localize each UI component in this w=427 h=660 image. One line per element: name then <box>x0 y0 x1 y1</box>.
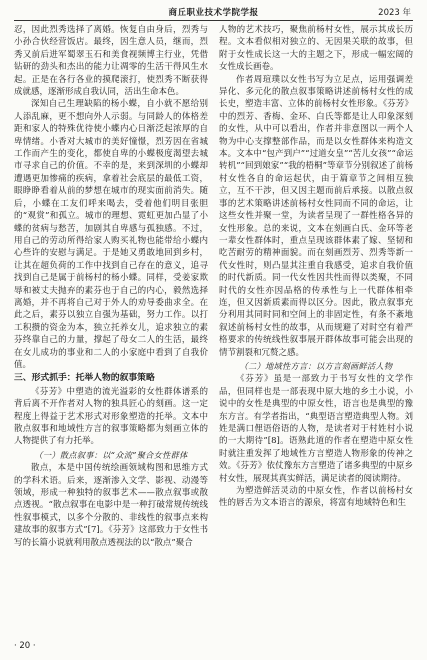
paragraph: 为塑造鲜活灵动的中原女性，作者以前杨村女性的唇舌为文本语言的源泉，将富有地域特色和生 <box>219 486 413 509</box>
section-heading: 三、形式抓手：托举人物的叙事策略 <box>14 373 155 384</box>
paragraph: 人物的艺术技巧，聚焦前杨村女性，展示其成长历程。文本看似相对独立的、无因果关联的故事，但附于女性成长这一大的主题之下，形成一幅宏阔的女性成长画卷。 <box>219 25 413 73</box>
subsection-heading: （二）地域性方言：以方言刻画鲜活人物 <box>239 360 393 371</box>
publication-year: 2023 年 <box>378 8 411 18</box>
page-number: · 20 · <box>14 640 36 651</box>
paragraph: 散点，本是中国传统绘画领域构图和思维方式的学科术语。后来，逐渐渗入文学、影视、动漫等领域，形成一种独特的叙事艺术——散点叙事或散点透视。“散点叙事在电影中是一种打破常规传统线性叙事模式，以多个分散的、非线性的叙事点来构建故事的叙事方式”[7]。《芬芳》这部致力于女性书写的长篇小说就利用散点透视法的以“散点”聚合 <box>14 463 208 548</box>
left-column <box>14 24 208 634</box>
paragraph: 作者周瑄璞以女性书写为立足点，运用强调差异化、多元化的散点叙事策略讲述前杨村女性的成长史，塑造丰富、立体的前杨村女性形象。《芬芳》中的烈芳、香梅、金环、白氏等都是让人印象深刻的女性，从中可以看出，作者并非意图以一两个人物为中心支撑整部作品，而是以女性群体来构造文本。文本中“包产到户”“过道女皇”“苦儿女孩”“命运转机”“回到娘家”“我的梧桐”等章节分别叙述了前杨村女性各自的命运起伏，由于篇章节之间相互独立，互不干涉，但又因主题而前后承接。以散点叙事的艺术策略讲述前杨村女性同而不同的命运，让这些女性并聚一堂，为读者呈现了一群性格各异的女性形象。总的来说，文本在刻画白氏、金环等老一辈女性群体时，重点呈现该群体素了嫁、坚韧和吃苦耐劳的精神面貌。而在刻画烈芳、烈秀等新一代女性时，则凸显其注重自我感受，追求自我价值的时代新质。同一代女性因共性而得以类聚，不同时代的女性亦因品格的传承性与上一代群体相牵连，但又因新质素而得以区分。因此，散点叙事充分利用其同时同和空间上的非固定性，有条不紊地叙述前杨村女性的故事，从而规避了对时空有着严格要求的传统线性叙事展开群体故事可能会出现的情节割裂和冗赘之感。 <box>219 74 413 358</box>
paragraph: 忍，因此烈秀选择了离婚。恢复自由身后，烈秀与小孙合伙经营饭店。最终，因生意人员，继而，烈秀又前后进军蜀翠玉石和美食视频博主行业，凭借钻研的劲头和杰出的能力让凋零的生活干得风生水起。正是在各行各业的摸爬滚打，使烈秀不断获得成就感，逐渐形成自我认同，活出生命本色。 <box>14 25 208 98</box>
right-column <box>219 24 413 634</box>
paragraph: 深知自己生理缺陷的杨小蝶，自小就不愿给别人添乱麻，更不想向外人示弱。与同龄人的体格差距和家人的特殊优待使小蝶内心日渐泛起浓厚的自卑情绪。小香对大城市的美好憧憬，烈芳因在省城工作而产生的变化，都使自卑的小蝶极度渴望去城市寻求自己的价值。不幸的是，来到深圳的小蝶却遭遇更加惨痛的疾病，拿着社会底层的最低工资，眼睁睁看着从前的梦想在城市的现实面前消失。随后，小蝶在工友们呼来喝去，受着他们明目张胆的“观赏”和孤立。城市的理想、霓虹更加凸显了小蝶的贫病与愁苦，加剧其自卑感与孤独感。不过，用自己的劳动所得给家人购买礼物也能带给小蝶内心些许的安慰与满足。于是她又勇敢地回到乡村，让其在超负荷的工作中找到自己存在的意义，追寻找到自己是属于前杨村的杨小蝶。同样，受姜家欺辱和被丈夫抛弃的素芬也于自己的内心，毅然选择离婚，并不再将自己对于外人的劝导委曲求全。在此之后，素芬以独立自强为基础，努力工作。以打工积攒的资金为本，独立托养女儿，追求独立的素芬终靠自己的力量，撑起了母女二人的生活，最终在女儿成功的事业和二人的小家庭中看到了自我价值。 <box>14 99 208 370</box>
paragraph: 《芬芳》中塑造的流光溢彩的女性群体谱系的背后离不开作者对人物的独具匠心的刻画。这一定程度上得益于艺术形式对形象塑造的托举。文本中散点叙事和地域性方言的叙事策略都为刻画立体的人物提供了有力托举。 <box>14 386 208 447</box>
journal-title: 商丘职业技术学院学报 <box>168 8 259 18</box>
running-header <box>14 6 413 21</box>
paragraph: 《芬芳》虽是一部致力于书写女性的文学作品，但同样也是一部表现中原大地的乡土小说，小说中的女性是典型的中原女性，语言也是典型的豫东方言。有学者指出，“典型语言塑造典型人物。刘姓是满口俚语俗语的人物，是读者对于村姓村小说的一大期待”[8]。语熟此道的作者在塑造中原女性时就注重发挥了地域性方言塑造人物形象的传神之效。《芬芳》依仗豫东方言塑造了诸多典型的中原乡村女性，展现其真实鲜活，满足读者的阅读期待。 <box>219 374 413 484</box>
subsection-heading: （一）散点叙事：以“众流”聚合女性群体 <box>34 449 188 460</box>
